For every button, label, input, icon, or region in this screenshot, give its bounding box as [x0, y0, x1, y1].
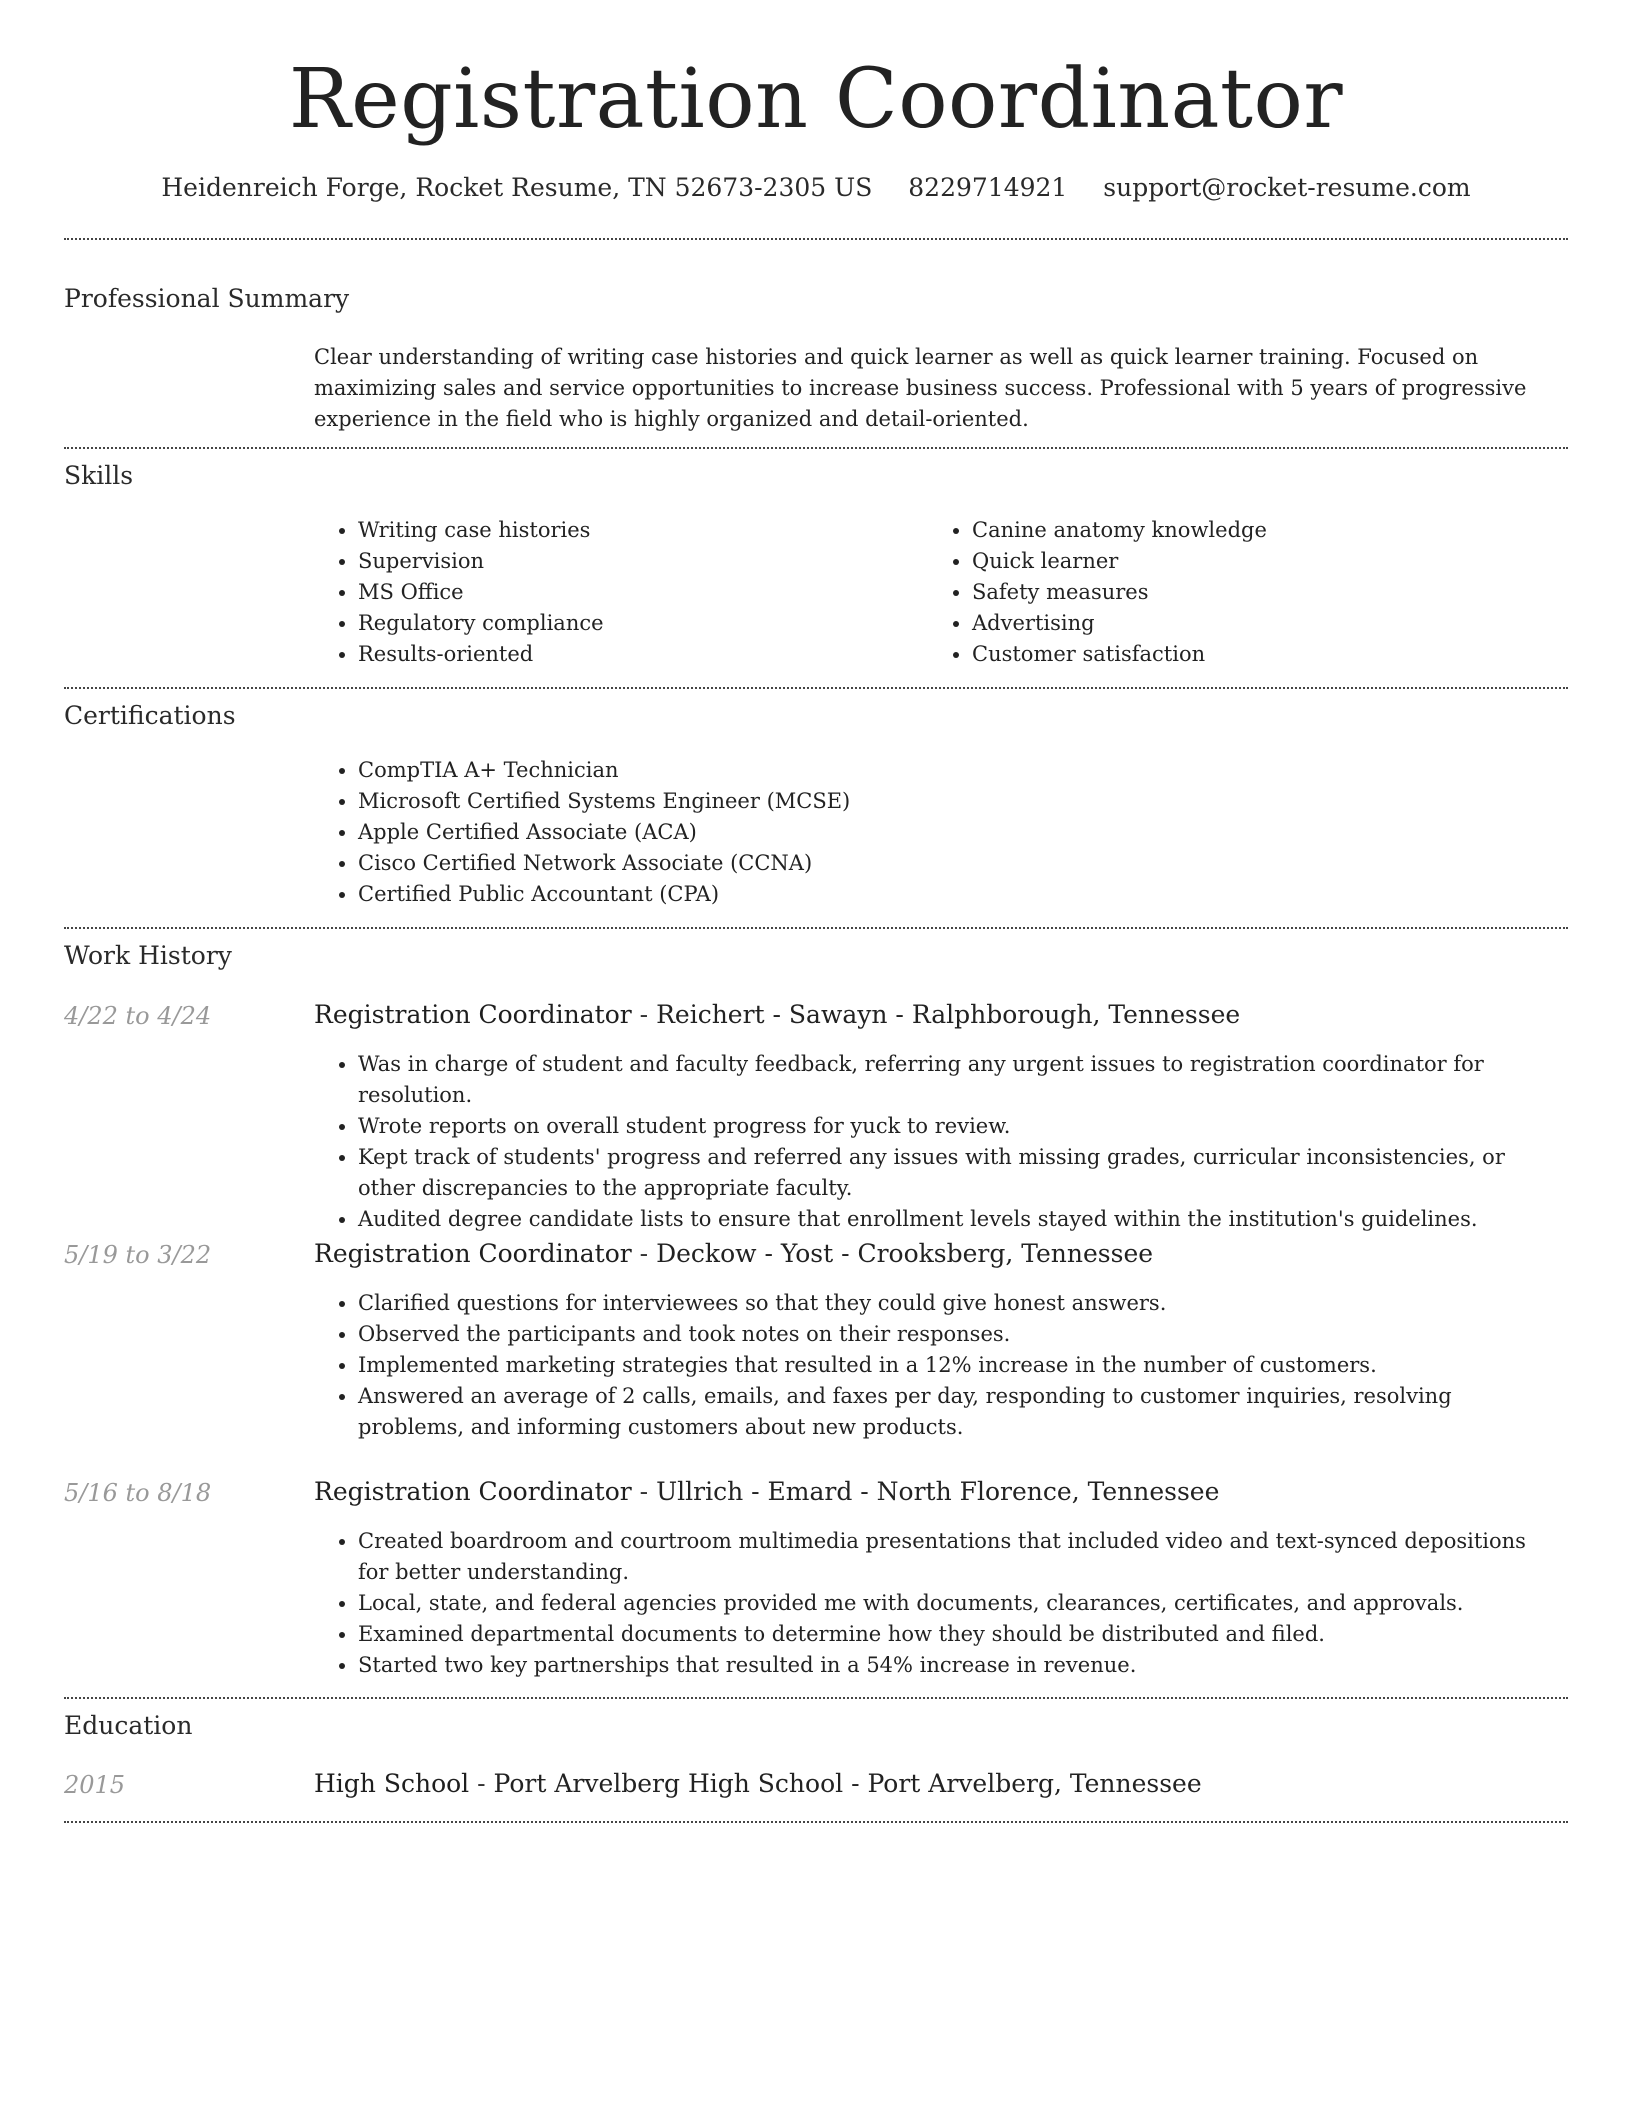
- skill-item: • Safety measures: [972, 577, 1532, 608]
- job-bullet: • Was in charge of student and faculty feedback, referring any urgent issues to registration coordinator for resolution.: [358, 1049, 1558, 1111]
- certifications-list: [314, 755, 1558, 910]
- section-title-skills: Skills: [64, 461, 134, 490]
- job-title: Registration Coordinator: [314, 1000, 632, 1029]
- skill-item: • Quick learner: [972, 546, 1532, 577]
- job-title: Registration Coordinator: [314, 1477, 632, 1506]
- certification-item: • Certified Public Accountant (CPA): [358, 879, 1558, 910]
- job-bullet: • Answered an average of 2 calls, emails, and faxes per day, responding to customer inquiries, resolving problems, and informing customers about new products.: [358, 1381, 1558, 1443]
- education-heading: [314, 1767, 1202, 1801]
- education-year: 2015: [64, 1771, 126, 1799]
- contact-line: [0, 170, 1632, 206]
- skill-item: • Writing case histories: [358, 515, 918, 546]
- job-bullet: • Local, state, and federal agencies provided me with documents, clearances, certificates, and approvals.: [358, 1588, 1558, 1619]
- job-bullets: [314, 1526, 1568, 1681]
- job-dates: 5/19 to 3/22: [64, 1241, 212, 1269]
- email: support@rocket-resume.com: [1103, 173, 1471, 202]
- job-bullets: [314, 1288, 1568, 1443]
- job-bullet: • Implemented marketing strategies that resulted in a 12% increase in the number of customers.: [358, 1350, 1558, 1381]
- job-title: Registration Coordinator: [314, 1239, 632, 1268]
- section-title-education: Education: [64, 1711, 193, 1740]
- job-bullet: • Observed the participants and took notes on their responses.: [358, 1319, 1558, 1350]
- job-employer: Ullrich - Emard - North Florence, Tennessee: [656, 1477, 1220, 1506]
- certification-item: • Microsoft Certified Systems Engineer (MCSE): [358, 786, 1558, 817]
- education-separator: -: [469, 1769, 494, 1798]
- job-dates: 5/16 to 8/18: [64, 1479, 212, 1507]
- job-separator: -: [631, 1000, 657, 1029]
- job-bullet: • Created boardroom and courtroom multimedia presentations that included video and text-synced depositions for better understanding.: [358, 1526, 1558, 1588]
- skill-item: • Advertising: [972, 608, 1532, 639]
- skill-item: • Results-oriented: [358, 639, 918, 670]
- job-bullets: [314, 1049, 1568, 1235]
- divider: [64, 1821, 1568, 1823]
- skill-item: • Customer satisfaction: [972, 639, 1532, 670]
- job-bullet: • Kept track of students' progress and referred any issues with missing grades, curricular inconsistencies, or other discrepancies to the appropriate faculty.: [358, 1142, 1558, 1204]
- job-bullet: • Wrote reports on overall student progress for yuck to review.: [358, 1111, 1558, 1142]
- skills-list-left: [314, 515, 918, 670]
- phone: 8229714921: [908, 173, 1068, 202]
- certification-item: • Cisco Certified Network Associate (CCNA): [358, 848, 1558, 879]
- job-bullet: • Started two key partnerships that resulted in a 54% increase in revenue.: [358, 1650, 1558, 1681]
- job-heading: [314, 1475, 1219, 1509]
- address: Heidenreich Forge, Rocket Resume, TN 52673-2305 US: [161, 173, 873, 202]
- skill-item: • Canine anatomy knowledge: [972, 515, 1532, 546]
- job-bullet: • Audited degree candidate lists to ensure that enrollment levels stayed within the institution's guidelines.: [358, 1204, 1558, 1235]
- divider: [64, 447, 1568, 449]
- section-title-certifications: Certifications: [64, 701, 236, 730]
- job-heading: [314, 998, 1240, 1032]
- divider: [64, 238, 1568, 240]
- certification-item: • CompTIA A+ Technician: [358, 755, 1558, 786]
- job-heading: [314, 1237, 1153, 1271]
- education-degree: High School: [314, 1769, 470, 1798]
- job-separator: -: [631, 1239, 657, 1268]
- job-bullet: • Examined departmental documents to determine how they should be distributed and filed.: [358, 1619, 1558, 1650]
- job-separator: -: [631, 1477, 657, 1506]
- job-dates: 4/22 to 4/24: [64, 1002, 212, 1030]
- section-title-summary: Professional Summary: [64, 284, 350, 313]
- education-school: Port Arvelberg High School - Port Arvelberg, Tennessee: [493, 1769, 1202, 1798]
- candidate-name: Registration Coordinator: [288, 52, 1344, 147]
- skill-item: • Supervision: [358, 546, 918, 577]
- skill-item: • Regulatory compliance: [358, 608, 918, 639]
- certification-item: • Apple Certified Associate (ACA): [358, 817, 1558, 848]
- section-title-work-history: Work History: [64, 941, 232, 970]
- skill-item: • MS Office: [358, 577, 918, 608]
- summary-text: Clear understanding of writing case histories and quick learner as well as quick learner training. Focused on maximizing sales and service opportunities to increase business success. Professional with 5 years of progressive experience in the field who is highly organized and detail-oriented.: [314, 345, 1527, 431]
- job-bullet: • Clarified questions for interviewees so that they could give honest answers.: [358, 1288, 1558, 1319]
- job-employer: Reichert - Sawayn - Ralphborough, Tennessee: [656, 1000, 1241, 1029]
- divider: [64, 1697, 1568, 1699]
- job-employer: Deckow - Yost - Crooksberg, Tennessee: [656, 1239, 1154, 1268]
- divider: [64, 927, 1568, 929]
- divider: [64, 687, 1568, 689]
- skills-list-right: [928, 515, 1532, 670]
